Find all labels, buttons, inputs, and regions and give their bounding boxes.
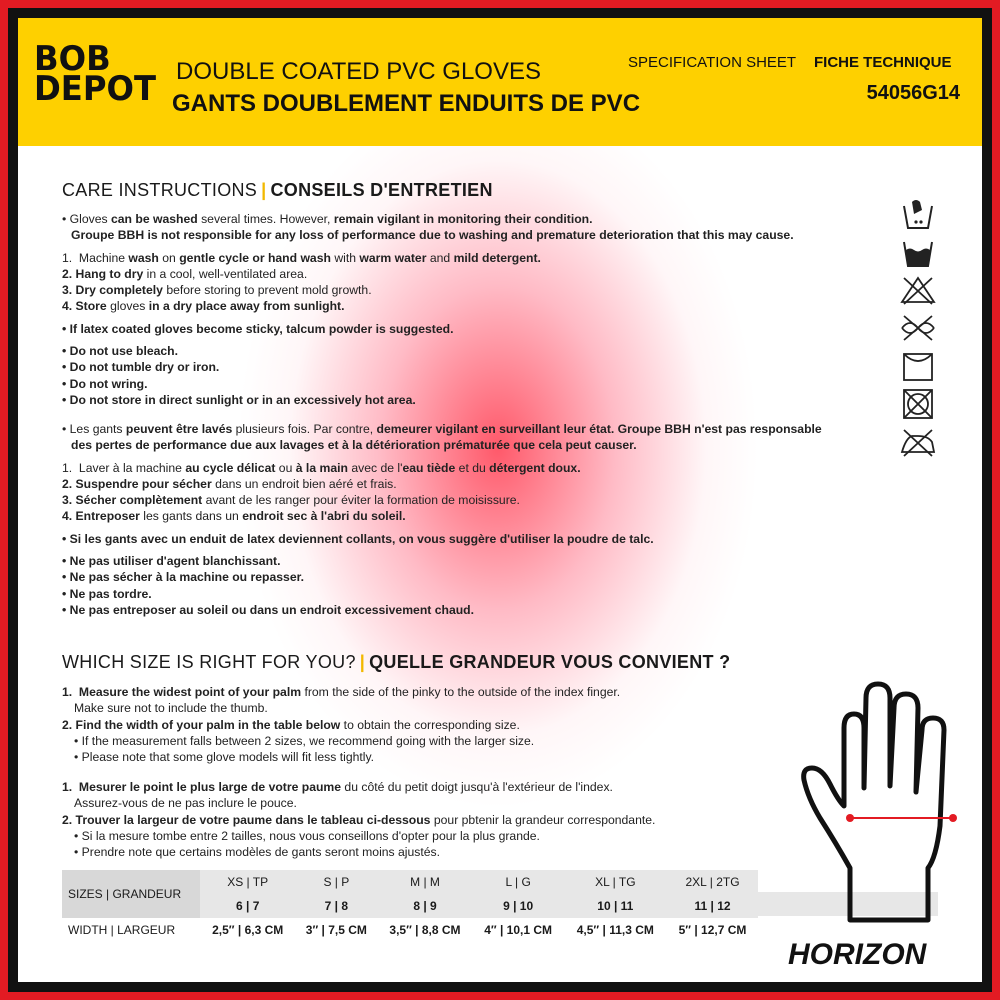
- size-en-block: [62, 684, 620, 765]
- care-fr-intro-2: des pertes de performance due aux lavages et à la détérioration prématurée que cela peut causer.: [71, 438, 637, 453]
- no-tumble-dry-icon: [898, 388, 938, 420]
- hand-wash-icon: [898, 198, 938, 230]
- width-cell: 4″ | 10,1 CM: [473, 918, 564, 942]
- width-label: WIDTH | LARGEUR: [62, 918, 200, 942]
- size-cell: S | P: [295, 870, 377, 894]
- width-cell: 5″ | 12,7 CM: [667, 918, 758, 942]
- care-heading: [62, 180, 493, 201]
- heading-separator: |: [359, 652, 366, 672]
- care-fr-step-1: 1. Laver à la machine au cycle délicat ou à la main avec de l'eau tiède et du détergent doux.: [62, 460, 581, 475]
- care-en-block: [62, 211, 794, 408]
- sizes-label: SIZES | GRANDEUR: [62, 870, 200, 918]
- size-fr-step-1: 1. Mesurer le point le plus large de votre paume du côté du petit doigt jusqu'à l'extérieur de l'index.: [62, 780, 613, 794]
- size-heading: [62, 652, 730, 673]
- number-cell: 7 | 8: [295, 894, 377, 918]
- size-en-step-1b: Make sure not to include the thumb.: [74, 701, 268, 716]
- spec-sheet-label: SPECIFICATION SHEET: [628, 54, 797, 71]
- size-heading-en: WHICH SIZE IS RIGHT FOR YOU?: [62, 652, 356, 672]
- size-cell: XS | TP: [200, 870, 295, 894]
- no-iron-icon: [898, 426, 938, 458]
- title-fr: GANTS DOUBLEMENT ENDUITS DE PVC: [172, 90, 641, 117]
- care-fr-dont-4: • Ne pas entreposer au soleil ou dans un endroit excessivement chaud.: [62, 602, 474, 617]
- width-cell: 3,5″ | 8,8 CM: [377, 918, 472, 942]
- no-wring-icon: [898, 312, 938, 344]
- size-cell: M | M: [377, 870, 472, 894]
- care-en-dont-4: • Do not store in direct sunlight or in an excessively hot area.: [62, 392, 416, 407]
- care-fr-step-2: 2. Suspendre pour sécher dans un endroit bien aéré et frais.: [62, 476, 397, 491]
- number-cell: 10 | 11: [564, 894, 667, 918]
- care-en-intro-2: Groupe BBH is not responsible for any loss of performance due to washing and premature deterioration that this may cause.: [71, 228, 794, 243]
- table-row: [62, 918, 758, 942]
- size-cell: 2XL | 2TG: [667, 870, 758, 894]
- size-table: [62, 870, 758, 942]
- care-en-dont-2: • Do not tumble dry or iron.: [62, 360, 220, 375]
- number-cell: 6 | 7: [200, 894, 295, 918]
- care-fr-latex: • Si les gants avec un enduit de latex deviennent collants, on vous suggère d'utiliser la poudre de talc.: [62, 531, 654, 546]
- size-en-step-1: 1. Measure the widest point of your palm from the side of the pinky to the outside of the index finger.: [62, 685, 621, 699]
- fiche-technique-label: FICHE TECHNIQUE: [814, 54, 952, 71]
- care-en-step-1: 1. Machine wash on gentle cycle or hand wash with warm water and mild detergent.: [62, 250, 541, 265]
- horizon-logo: HORIZON: [788, 938, 927, 971]
- size-cell: XL | TG: [564, 870, 667, 894]
- no-bleach-icon: [898, 274, 938, 306]
- table-row: [62, 870, 758, 894]
- header-bar: [18, 18, 982, 146]
- care-en-dont-1: • Do not use bleach.: [62, 344, 179, 359]
- care-fr-block: [62, 421, 822, 618]
- spec-sheet: [18, 18, 982, 982]
- care-heading-en: CARE INSTRUCTIONS: [62, 180, 258, 200]
- care-en-latex: • If latex coated gloves become sticky, talcum powder is suggested.: [62, 321, 454, 336]
- size-en-step-2: 2. Find the width of your palm in the table below to obtain the corresponding size.: [62, 717, 520, 732]
- care-en-step-3: 3. Dry completely before storing to prevent mold growth.: [62, 283, 372, 298]
- care-fr-dont-2: • Ne pas sécher à la machine ou repasser.: [62, 570, 305, 585]
- care-fr-dont-1: • Ne pas utiliser d'agent blanchissant.: [62, 554, 281, 569]
- size-en-note-2: • Please note that some glove models will fit less tightly.: [74, 750, 375, 765]
- size-fr-step-1b: Assurez-vous de ne pas inclure le pouce.: [74, 796, 297, 811]
- care-en-intro: • Gloves can be washed several times. However, remain vigilant in monitoring their condition.: [62, 212, 593, 226]
- title-en: DOUBLE COATED PVC GLOVES: [176, 58, 541, 85]
- size-cell: L | G: [473, 870, 564, 894]
- size-heading-fr: QUELLE GRANDEUR VOUS CONVIENT ?: [369, 652, 731, 672]
- care-heading-fr: CONSEILS D'ENTRETIEN: [270, 180, 493, 200]
- product-code: 54056G14: [866, 82, 960, 104]
- hand-measure-icon: [798, 668, 968, 923]
- width-cell: 2,5″ | 6,3 CM: [200, 918, 295, 942]
- size-fr-note-1: • Si la mesure tombe entre 2 tailles, nous vous conseillons d'opter pour la plus grande.: [74, 828, 540, 843]
- dry-flat-icon: [898, 350, 938, 382]
- size-fr-step-2: 2. Trouver la largeur de votre paume dans le tableau ci-dessous pour pbtenir la grandeur correspondante.: [62, 812, 656, 827]
- bob-depot-logo: [34, 39, 157, 109]
- care-en-step-4: 4. Store gloves in a dry place away from sunlight.: [62, 299, 345, 314]
- logo-line1: BOB: [34, 39, 111, 79]
- heading-separator: |: [261, 180, 267, 200]
- width-cell: 4,5″ | 11,3 CM: [564, 918, 667, 942]
- number-cell: 11 | 12: [667, 894, 758, 918]
- care-en-step-2: 2. Hang to dry in a cool, well-ventilated area.: [62, 266, 308, 281]
- care-fr-step-4: 4. Entreposer les gants dans un endroit sec à l'abri du soleil.: [62, 509, 406, 524]
- size-fr-note-2: • Prendre note que certains modèles de gants seront moins ajustés.: [74, 845, 441, 860]
- size-en-note-1: • If the measurement falls between 2 sizes, we recommend going with the larger size.: [74, 733, 535, 748]
- wash-water-icon: [898, 236, 938, 268]
- number-cell: 8 | 9: [377, 894, 472, 918]
- logo-line2: DEPOT: [34, 69, 157, 109]
- care-fr-step-3: 3. Sécher complètement avant de les ranger pour éviter la formation de moisissure.: [62, 493, 520, 508]
- care-fr-dont-3: • Ne pas tordre.: [62, 586, 152, 601]
- number-cell: 9 | 10: [473, 894, 564, 918]
- width-cell: 3″ | 7,5 CM: [295, 918, 377, 942]
- size-fr-block: [62, 779, 655, 860]
- care-fr-intro: • Les gants peuvent être lavés plusieurs fois. Par contre, demeurer vigilant en surveillant leur état. Groupe BBH n'est pas responsable: [62, 422, 822, 436]
- care-en-dont-3: • Do not wring.: [62, 376, 148, 391]
